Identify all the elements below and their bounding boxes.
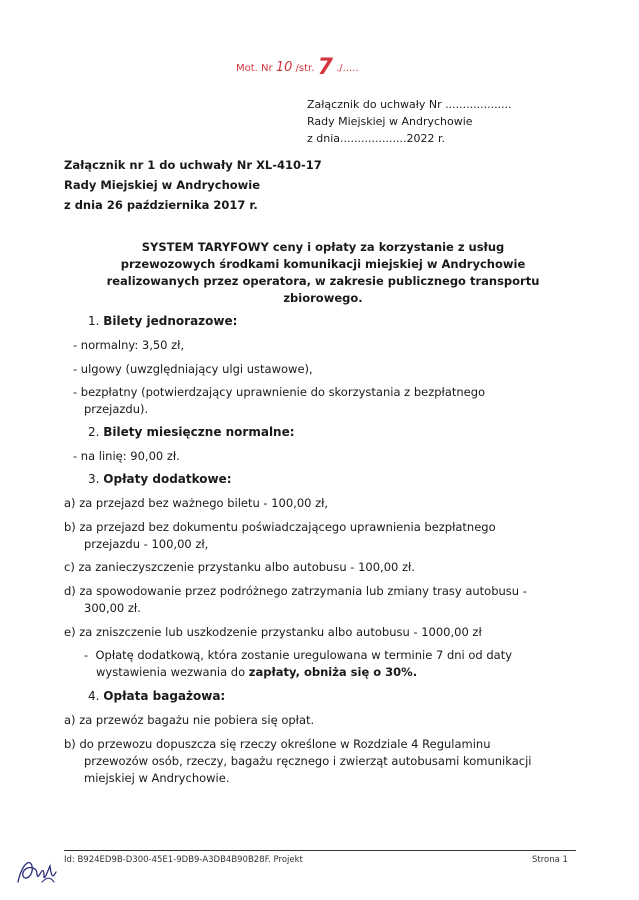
list-item: b) do przewozu dopuszcza się rzeczy określone w Rozdziale 4 Regulaminu: [64, 737, 491, 751]
list-item-continued: przejazdu - 100,00 zł,: [84, 537, 209, 551]
section-number: 2.: [88, 425, 100, 439]
list-item-continued: 300,00 zł.: [84, 601, 141, 615]
note-line: [96, 664, 417, 681]
list-item: d) za spowodowanie przez podróżnego zatrzymania lub zmiany trasy autobusu -: [64, 584, 527, 598]
list-item: - normalny: 3,50 zł,: [73, 338, 185, 352]
list-item: - ulgowy (uwzględniający ulgi ustawowe),: [73, 362, 313, 376]
note-text: Opłatę dodatkową, która zostanie uregulowana w terminie 7 dni od daty: [95, 648, 513, 662]
annex-new-line: Rady Miejskiej w Andrychowie: [307, 115, 473, 128]
section-3-heading: [88, 471, 232, 488]
footer-page-number: Strona 1: [532, 855, 568, 865]
annex-new-line: Załącznik do uchwały Nr ...................: [307, 98, 512, 111]
note-line: - Opłatę dodatkową, która zostanie uregulowana w terminie 7 dni od daty: [84, 648, 513, 662]
list-item: - bezpłatny (potwierdzający uprawnienie do skorzystania z bezpłatnego: [73, 385, 486, 399]
section-title: Opłaty dodatkowe:: [103, 472, 232, 486]
stamp-suffix: ./.....: [336, 63, 359, 74]
list-item: e) za zniszczenie lub uszkodzenie przystanku albo autobusu - 1000,00 zł: [64, 625, 482, 639]
handwritten-stamp: [236, 52, 359, 80]
annex-old-line: z dnia 26 października 2017 r.: [64, 198, 258, 212]
footer-divider: [64, 850, 576, 851]
annex-new-line: z dnia...................2022 r.: [307, 132, 445, 145]
document-title: [84, 239, 562, 307]
stamp-big-number: 7: [317, 55, 333, 80]
section-number: 3.: [88, 472, 100, 486]
footer-document-id: Id: B924ED9B-D300-45E1-9DB9-A3DB4B90B28F. Projekt: [64, 855, 303, 865]
title-line: realizowanych przez operatora, w zakresie publicznego transportu: [106, 274, 540, 288]
stamp-prefix: Mot. Nr: [236, 63, 273, 74]
title-line: SYSTEM TARYFOWY ceny i opłaty za korzystanie z usług: [141, 240, 505, 254]
section-title: Bilety jednorazowe:: [103, 314, 238, 328]
section-4-heading: [88, 688, 225, 705]
annex-header-new: [307, 96, 512, 147]
stamp-number: 10: [275, 60, 293, 75]
annex-old-line: Rady Miejskiej w Andrychowie: [64, 178, 261, 192]
title-line: przewozowych środkami komunikacji miejskiej w Andrychowie: [120, 257, 526, 271]
note-text-bold: zapłaty, obniża się o 30%.: [248, 665, 418, 679]
annex-old-line: Załącznik nr 1 do uchwały Nr XL-410-17: [64, 158, 322, 172]
list-item: a) za przewóz bagażu nie pobiera się opłat.: [64, 713, 315, 727]
stamp-mid: /str.: [295, 63, 315, 74]
list-item-continued: przewozów osób, rzeczy, bagażu ręcznego i zwierząt autobusami komunikacji: [84, 754, 532, 768]
signature-icon: [14, 852, 60, 890]
section-2-heading: [88, 424, 295, 441]
list-item-continued: miejskiej w Andrychowie.: [84, 771, 230, 785]
list-item: a) za przejazd bez ważnego biletu - 100,00 zł,: [64, 496, 329, 510]
list-item-continued: przejazdu).: [84, 402, 149, 416]
section-number: 4.: [88, 689, 100, 703]
annex-header-old: [64, 155, 322, 215]
list-item: c) za zanieczyszczenie przystanku albo autobusu - 100,00 zł.: [64, 560, 415, 574]
section-1-heading: [88, 313, 237, 330]
title-line: zbiorowego.: [283, 291, 363, 305]
note-text: wystawienia wezwania do: [96, 665, 249, 679]
section-title: Opłata bagażowa:: [103, 689, 226, 703]
section-number: 1.: [88, 314, 100, 328]
section-title: Bilety miesięczne normalne:: [103, 425, 295, 439]
list-item: - na linię: 90,00 zł.: [73, 449, 180, 463]
list-item: b) za przejazd bez dokumentu poświadczającego uprawnienia bezpłatnego: [64, 520, 496, 534]
